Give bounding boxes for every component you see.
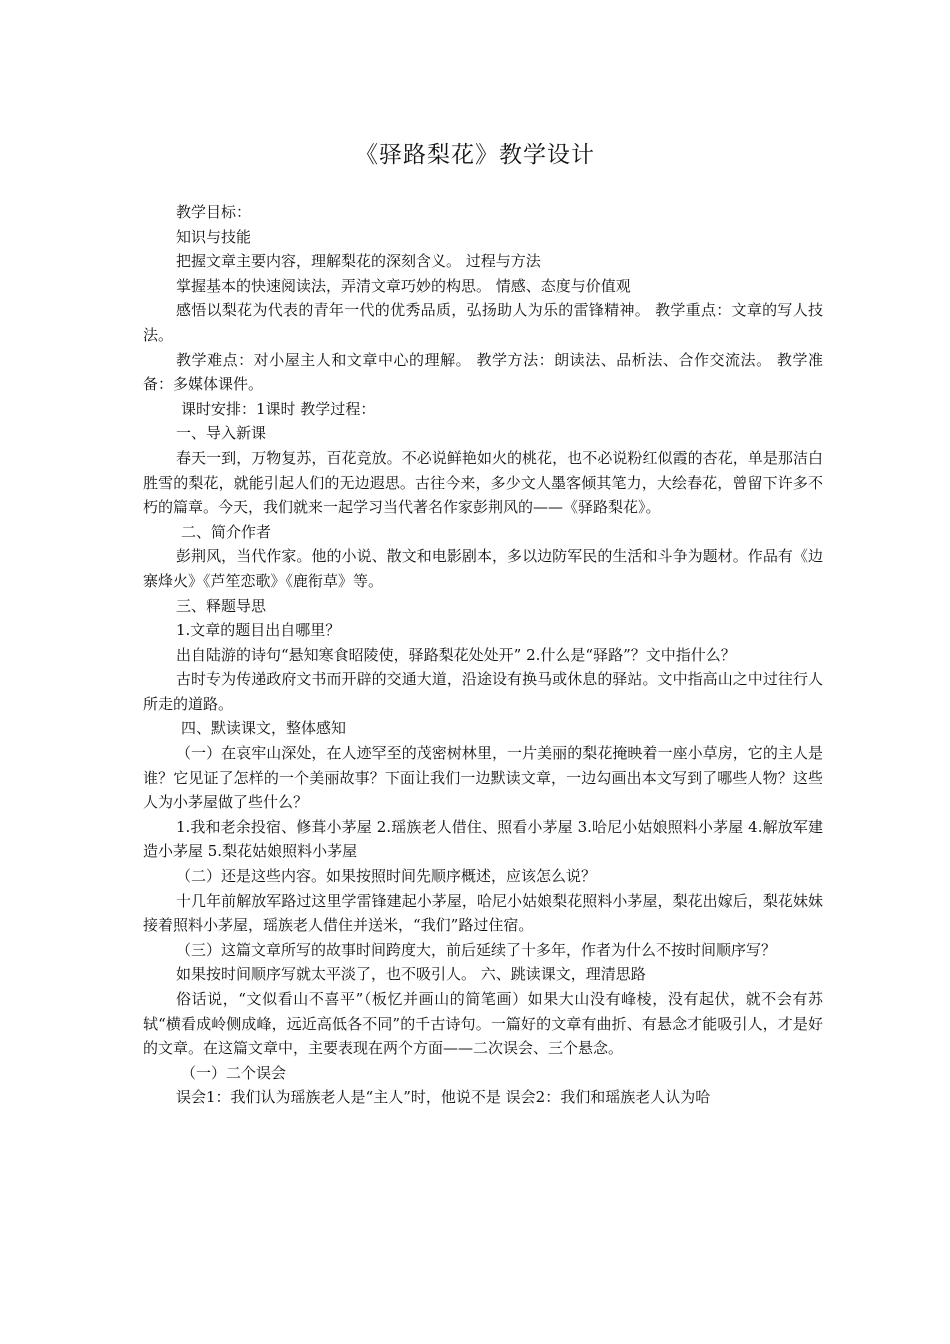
paragraph-author: 彭荆风，当代作家。他的小说、散文和电影剧本，多以边防军民的生活和斗争为题材。作品有《边寨烽火》《芦笙恋歌》《鹿衔草》等。 bbox=[143, 547, 823, 590]
paragraph-silent-reading-one: （一）在哀牢山深处，在人迹罕至的茂密树林里，一片美丽的梨花掩映着一座小草房，它的主人是谁？它见证了怎样的一个美丽故事？下面让我们一边默读文章，一边勾画出本文写到了哪些人物？这些人为小茅屋做了些什么？ bbox=[143, 744, 823, 812]
paragraph-introduction: 春天一到，万物复苏，百花竞放。不必说鲜艳如火的桃花，也不必说粉红似霞的杏花，单是那洁白胜雪的梨花，就能引起人们的无边遐思。古往今来，多少文人墨客倾其笔力，大绘春花，曾留下许多不朽的篇章。今天，我们就来一起学习当代著名作家彭荆风的——《驿路梨花》。 bbox=[143, 448, 823, 517]
paragraph-time-order: 十几年前解放军路过这里学雷锋建起小茅屋，哈尼小姑娘梨花照料小茅屋，梨花出嫁后，梨花妹妹接着照料小茅屋，瑶族老人借住并送米，“我们”路过住宿。 bbox=[143, 891, 823, 935]
paragraph-method-goal: 掌握基本的快速阅读法，弄清文章巧妙的构思。 情感、态度与价值观 bbox=[176, 276, 631, 295]
paragraph-emotion-goal: 感悟以梨花为代表的青年一代的优秀品质，弘扬助人为乐的雷锋精神。 教学重点：文章的写人技法。 bbox=[143, 301, 823, 344]
heading-title-explanation: 三、释题导思 bbox=[176, 596, 267, 615]
heading-silent-reading: 四、默读课文，整体感知 bbox=[181, 719, 347, 738]
paragraph-difficulty: 教学难点：对小屋主人和文章中心的理解。 教学方法：朗读法、品析法、合作交流法。 教学准备：多媒体课件。 bbox=[143, 350, 823, 394]
heading-introduction: 一、导入新课 bbox=[176, 424, 267, 443]
paragraph-silent-reading-three: （三）这篇文章所写的故事时间跨度大，前后延续了十多年，作者为什么不按时间顺序写？ bbox=[176, 940, 777, 959]
paragraph-post-road: 古时专为传递政府文书而开辟的交通大道，沿途设有换马或休息的驿站。文中指高山之中过往行人所走的道路。 bbox=[143, 670, 823, 713]
document-body bbox=[143, 200, 823, 1110]
paragraph-schedule: 课时安排：1课时 教学过程： bbox=[181, 399, 376, 418]
paragraph-goal-content: 把握文章主要内容，理解梨花的深刻含义。 过程与方法 bbox=[176, 252, 541, 271]
paragraph-teaching-goals: 教学目标： bbox=[176, 203, 252, 221]
paragraph-title-source: 出自陆游的诗句“悬知寒食昭陵使，驿路梨花处处开” 2.什么是“驿路”？文中指什么？ bbox=[176, 645, 736, 664]
paragraph-proverb: 俗话说，“文似看山不喜平”（板忆并画山的简笔画）如果大山没有峰棱，没有起伏，就不会有苏轼“横看成岭侧成峰，远近高低各不同”的千古诗句。一篇好的文章有曲折、有悬念才能吸引人，才是好的文章。在这篇文章中，主要表现在两个方面——二次误会、三个悬念。 bbox=[143, 990, 823, 1058]
paragraph-misunderstandings: 误会1：我们认为瑶族老人是“主人”时，他说不是 误会2：我们和瑶族老人认为哈 bbox=[176, 1088, 711, 1107]
paragraph-character-list: 1.我和老余投宿、修葺小茅屋 2.瑶族老人借住、照看小茅屋 3.哈尼小姑娘照料小茅屋 4.解放军建造小茅屋 5.梨花姑娘照料小茅屋 bbox=[143, 817, 823, 861]
paragraph-silent-reading-two: （二）还是这些内容。如果按照时间先顺序概述，应该怎么说？ bbox=[176, 867, 597, 886]
heading-misunderstandings: （一）二个误会 bbox=[181, 1063, 287, 1082]
document-title: 《驿路梨花》教学设计 bbox=[355, 142, 595, 168]
question-title-source: 1.文章的题目出自哪里？ bbox=[176, 621, 341, 640]
paragraph-structure-answer: 如果按时间顺序写就太平淡了，也不吸引人。 六、跳读课文，理清思路 bbox=[176, 965, 646, 984]
heading-author: 二、简介作者 bbox=[181, 522, 272, 541]
paragraph-knowledge-skills: 知识与技能 bbox=[176, 227, 252, 246]
